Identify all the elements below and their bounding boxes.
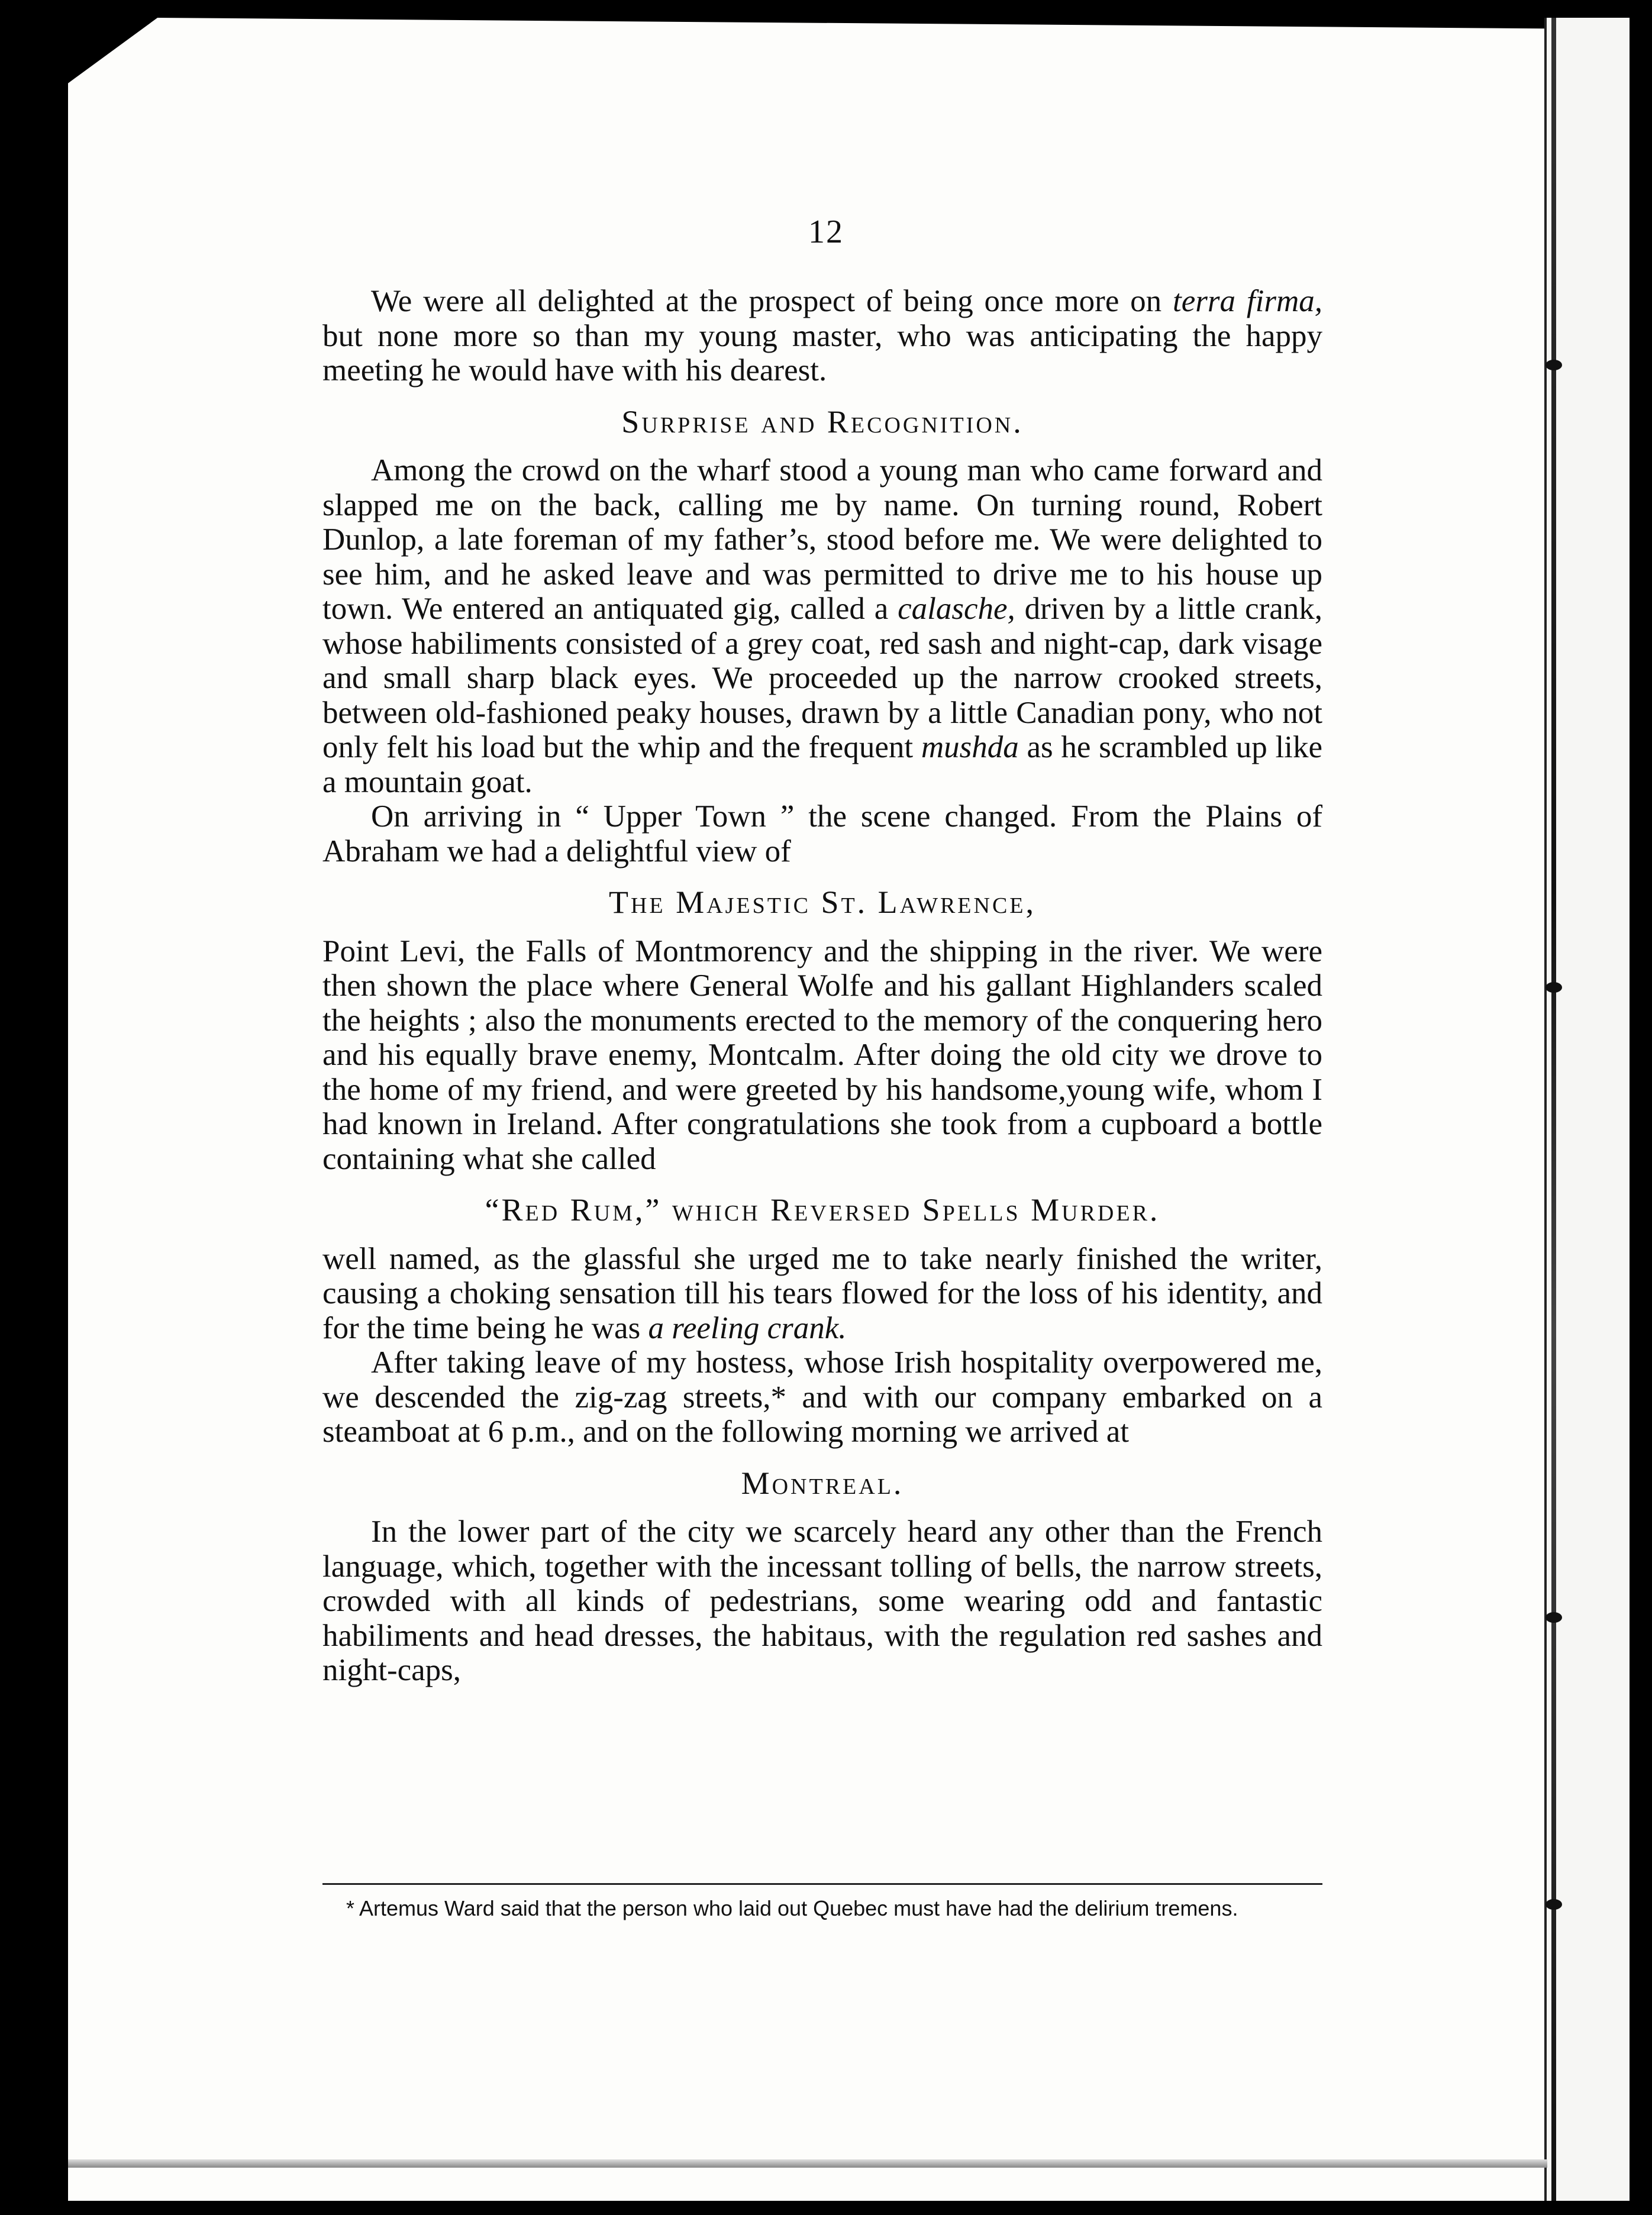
section-heading: “Red Rum,” which Reversed Spells Murder. [485, 1192, 1160, 1228]
binding-mark [1545, 1899, 1562, 1910]
binding-mark [1545, 982, 1562, 993]
section-heading: Montreal. [741, 1465, 904, 1501]
footnote: * Artemus Ward said that the person who laid out Quebec must have had the delirium tremens. [346, 1896, 1238, 1920]
binding-mark [1545, 1612, 1562, 1623]
section-heading: The Majestic St. Lawrence, [609, 884, 1036, 920]
paragraph: On arriving in “ Upper Town ” the scene changed. From the Plains of Abraham we had a delightful view of [322, 799, 1322, 868]
page-binding-edge [1551, 18, 1556, 2201]
scan-speck [30, 355, 38, 361]
scan-speck [28, 595, 37, 600]
paragraph: After taking leave of my hostess, whose Irish hospitality overpowered me, we descended the zig-zag streets,* and with our company embarked on a steamboat at 6 p.m., and on the following morning we arrived at [322, 1345, 1322, 1449]
paragraph: well named, as the glassful she urged me to take nearly finished the writer, causing a choking sensation till his tears flowed for the loss of his identity, and for the time being he was a reeling crank. [322, 1241, 1322, 1345]
section-heading: Surprise and Recognition. [621, 403, 1024, 440]
paragraph: Point Levi, the Falls of Montmorency and the shipping in the river. We were then shown the place where General Wolfe and his gallant Highlanders scaled the heights ; also the monuments erected to the memory of the conquering hero and his equally brave enemy, Montcalm. After doing the old city we drove to the home of my friend, and were greeted by his handsome,young wife, whom I had known in Ireland. After congratulations she took from a cupboard a bottle containing what she called [322, 934, 1322, 1176]
page-bottom-edge [68, 2159, 1547, 2168]
footnote-rule [322, 1883, 1322, 1885]
page-number: 12 [808, 214, 844, 250]
body-text [322, 284, 1322, 1688]
paragraph: We were all delighted at the prospect of being once more on terra firma, but none more so than my young master, who was anticipating the happy meeting he would have with his dearest. [322, 284, 1322, 388]
next-page-edge [1544, 18, 1630, 2201]
paragraph: In the lower part of the city we scarcely heard any other than the French language, which, together with the incessant tolling of bells, the narrow streets, crowded with all kinds of pedestrians, some wearing odd and fantastic habiliments and head dresses, the habitaus, with the regulation red sashes and night-caps, [322, 1515, 1322, 1687]
paragraph: Among the crowd on the wharf stood a young man who came forward and slapped me on the back, calling me by name. On turning round, Robert Dunlop, a late foreman of my father’s, stood before me. We were delighted to see him, and he asked leave and was permitted to drive me to his house up town. We entered an antiquated gig, called a calasche, driven by a little crank, whose habiliments consisted of a grey coat, red sash and night-cap, dark visage and small sharp black eyes. We proceeded up the narrow crooked streets, between old-fashioned peaky houses, drawn by a little Canadian pony, who not only felt his load but the whip and the frequent mushda as he scrambled up like a mountain goat. [322, 453, 1322, 799]
scan-speck [33, 127, 41, 133]
binding-mark [1545, 360, 1562, 370]
